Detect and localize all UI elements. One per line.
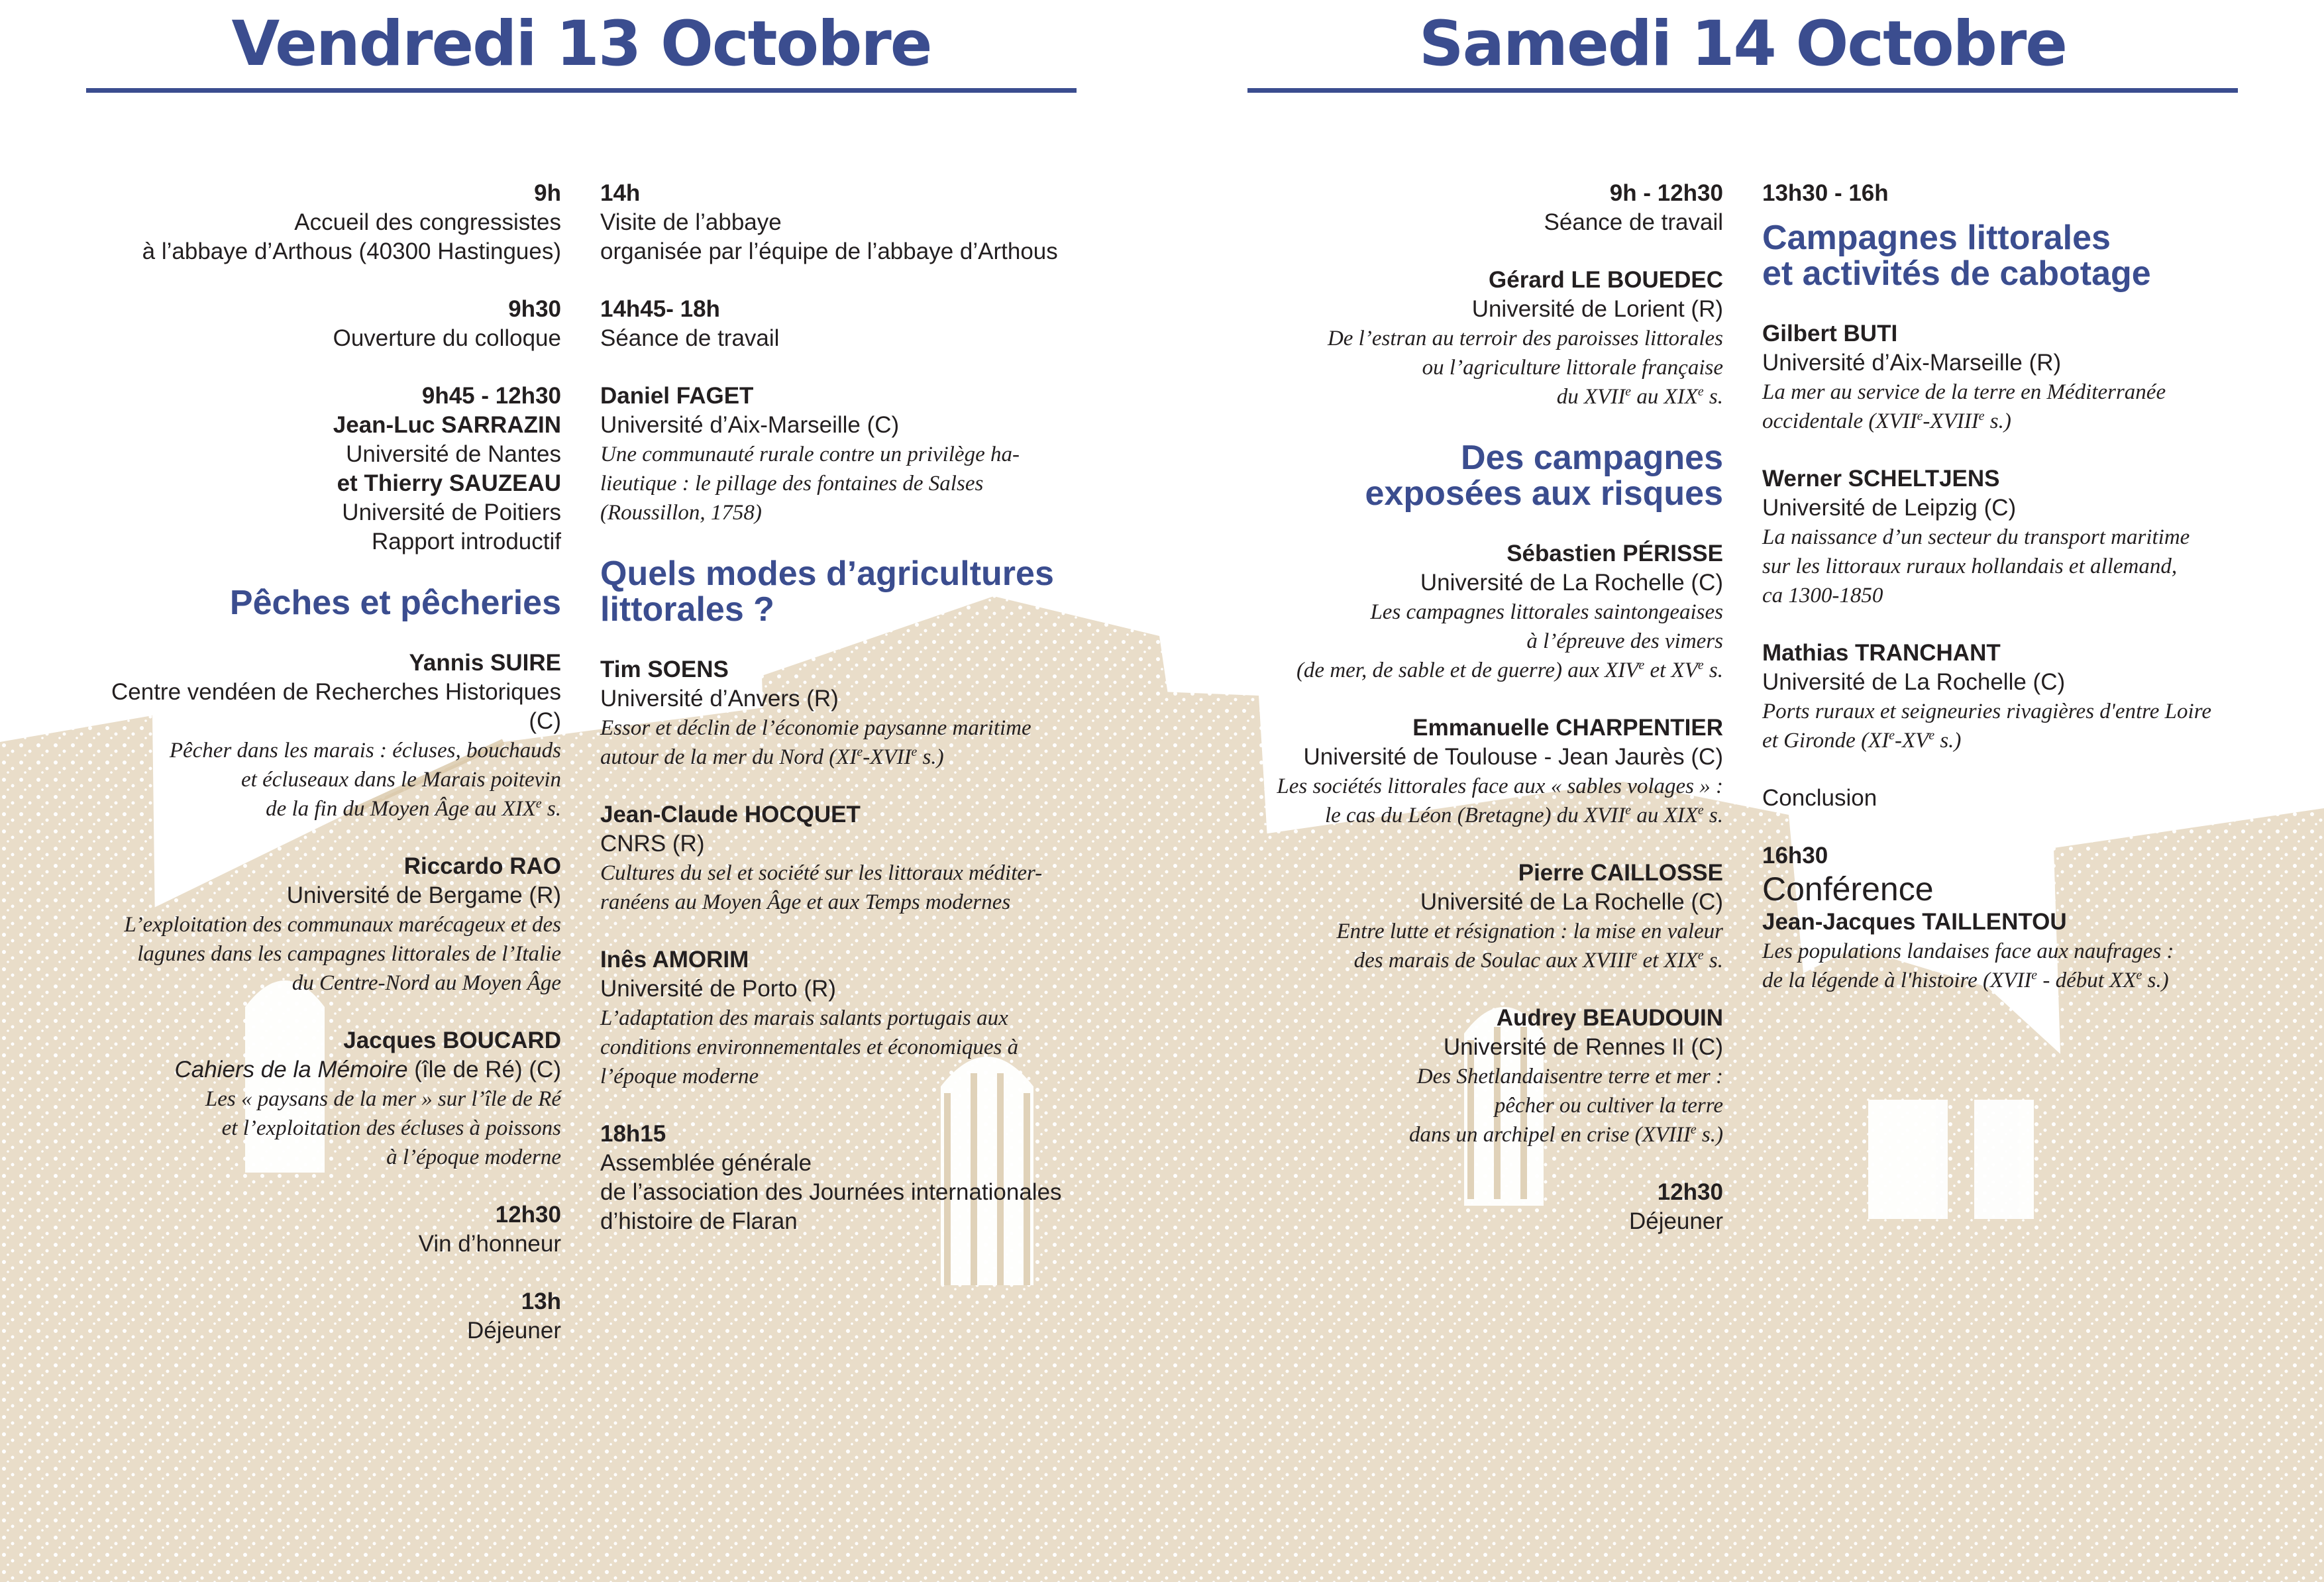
talk-block — [600, 655, 1062, 772]
talk-title: et écluseaux dans le Marais poitevin — [241, 768, 561, 792]
talk-block — [1762, 464, 2211, 610]
speaker-affiliation: Université d’Anvers (R) — [600, 686, 839, 712]
talk-title: des marais de Soulac aux XVIIIe et XIXe s. — [1353, 948, 1723, 973]
talk-title: La mer au service de la terre en Méditerranée — [1762, 380, 2166, 404]
talk-title: du XVIIe au XIXe s. — [1556, 384, 1723, 409]
speaker-name: Werner SCHELTJENS — [1762, 466, 2000, 492]
saturday-morning-column — [1277, 179, 1723, 1265]
speaker-name: Tim SOENS — [600, 657, 729, 682]
saturday-afternoon-column — [1762, 179, 2211, 1024]
section-heading: Pêches et pêcheries — [229, 584, 561, 622]
talk-block — [1277, 713, 1723, 830]
speaker-name: Gilbert BUTI — [1762, 321, 1898, 346]
time-label: 9h — [534, 180, 561, 206]
event-text: Déjeuner — [1628, 1208, 1723, 1234]
talk-block — [1762, 639, 2211, 755]
speaker-affiliation: Université de Nantes — [346, 441, 561, 467]
time-label: 13h30 - 16h — [1762, 180, 1889, 206]
friday-title: Vendredi 13 Octobre — [231, 8, 931, 80]
talk-title: La naissance d’un secteur du transport maritime — [1762, 525, 2190, 549]
saturday-title-underline — [1247, 88, 2238, 93]
speaker-affiliation: Université de La Rochelle (C) — [1762, 669, 2066, 695]
friday-session-block — [600, 295, 1062, 353]
talk-title: L’adaptation des marais salants portugais aux — [600, 1006, 1008, 1030]
talk-title: De l’estran au terroir des paroisses littorales — [1327, 327, 1723, 350]
speaker-affiliation: Université de Lorient (R) — [1471, 296, 1723, 322]
event-text: de l’association des Journées internationales — [600, 1179, 1062, 1205]
speaker-affiliation: Université de Toulouse - Jean Jaurès (C) — [1303, 744, 1723, 770]
talk-block — [1277, 539, 1723, 685]
friday-visit-block — [600, 179, 1062, 266]
speaker-affiliation: CNRS (R) — [600, 831, 705, 857]
speaker-affiliation: Université de Bergame (R) — [286, 882, 561, 908]
speaker-name: Gérard LE BOUEDEC — [1489, 267, 1723, 293]
event-text: à l’abbaye d’Arthous (40300 Hastingues) — [142, 238, 561, 264]
talk-title: et Gironde (XIe-XVe s.) — [1762, 728, 1962, 753]
talk-block — [600, 382, 1062, 527]
event-text: Visite de l’abbaye — [600, 209, 782, 235]
friday-title-underline — [86, 88, 1077, 93]
talk-title: et l’exploitation des écluses à poissons — [221, 1116, 561, 1140]
event-text: Déjeuner — [466, 1318, 561, 1344]
speaker-name: Mathias TRANCHANT — [1762, 640, 2001, 666]
talk-title: à l’époque moderne — [386, 1145, 561, 1169]
speaker-affiliation: Université de Leipzig (C) — [1762, 495, 2017, 521]
friday-general-assembly-block — [600, 1120, 1062, 1236]
talk-title: sur les littoraux ruraux hollandais et allemand, — [1762, 554, 2178, 578]
talk-block — [111, 649, 561, 823]
talk-title: Une communauté rurale contre un privilège ha- — [600, 443, 1020, 466]
talk-title: dans un archipel en crise (XVIIIe s.) — [1408, 1122, 1723, 1147]
speaker-name: Jean-Jacques TAILLENTOU — [1762, 909, 2067, 935]
friday-welcome-block — [111, 179, 561, 266]
talk-title: ca 1300-1850 — [1762, 584, 1883, 607]
talk-title: lieutique : le pillage des fontaines de Salses — [600, 472, 984, 496]
talk-title: occidentale (XVIIe-XVIIIe s.) — [1762, 409, 2011, 433]
talk-title: de la légende à l'histoire (XVIIe - début XXe s.) — [1762, 968, 2169, 992]
friday-morning-column — [111, 179, 561, 1374]
speaker-affiliation: Université de La Rochelle (C) — [1420, 570, 1723, 596]
conference-block — [1762, 841, 2211, 995]
talk-title: Pêcher dans les marais : écluses, bouchauds — [169, 739, 561, 763]
event-text: Accueil des congressistes — [294, 209, 561, 235]
time-label: 12h30 — [1657, 1179, 1723, 1205]
event-text: Ouverture du colloque — [333, 325, 561, 351]
event-text: Vin d’honneur — [418, 1231, 561, 1257]
event-text: Séance de travail — [600, 325, 780, 351]
friday-opening-block — [111, 295, 561, 353]
speaker-affiliation: Université de Porto (R) — [600, 976, 836, 1002]
time-label: 9h30 — [508, 296, 561, 322]
talk-title: à l’épreuve des vimers — [1526, 629, 1723, 653]
friday-afternoon-column — [600, 179, 1062, 1265]
talk-title: Des Shetlandaisentre terre et mer : — [1416, 1065, 1723, 1088]
talk-title: pêcher ou cultiver la terre — [1494, 1094, 1723, 1118]
time-label: 14h — [600, 180, 641, 206]
speaker-name: Audrey BEAUDOUIN — [1496, 1005, 1723, 1031]
talk-block — [600, 945, 1062, 1091]
talk-title: Ports ruraux et seigneuries rivagières d'entre Loire — [1762, 700, 2211, 723]
conference-heading: Conférence — [1762, 870, 1934, 908]
speaker-affiliation: Université de Rennes II (C) — [1443, 1034, 1723, 1060]
speaker-affiliation: (C) — [529, 708, 561, 734]
friday-lunch-block — [111, 1287, 561, 1345]
event-text: Conclusion — [1762, 785, 1877, 811]
talk-block — [111, 852, 561, 998]
talk-title: l’époque moderne — [600, 1065, 759, 1088]
speaker-name: Inês AMORIM — [600, 947, 749, 973]
talk-title: du Centre-Nord au Moyen Âge — [291, 971, 561, 995]
time-label: 16h30 — [1762, 843, 1828, 869]
speaker-affiliation: Université d’Aix-Marseille (C) — [600, 412, 900, 438]
friday-reception-block — [111, 1200, 561, 1259]
talk-title: (de mer, de sable et de guerre) aux XIVe et XVe s. — [1296, 658, 1723, 682]
talk-title: conditions environnementales et économiques à — [600, 1035, 1019, 1059]
event-text: Assemblée générale — [600, 1150, 812, 1176]
talk-title: le cas du Léon (Bretagne) du XVIIe au XIXe s. — [1324, 803, 1723, 827]
speaker-name: Jacques BOUCARD — [343, 1028, 561, 1053]
event-text: organisée par l’équipe de l’abbaye d’Arthous — [600, 238, 1058, 264]
talk-title: Les campagnes littorales saintongeaises — [1370, 600, 1723, 624]
talk-title: ou l’agriculture littorale française — [1422, 356, 1723, 380]
saturday-title: Samedi 14 Octobre — [1418, 8, 2067, 80]
speaker-affiliation: Cahiers de la Mémoire (île de Ré) (C) — [174, 1057, 561, 1082]
saturday-afternoon-time-block — [1762, 179, 2211, 208]
talk-title: Les sociétés littorales face aux « sables volages » : — [1277, 774, 1723, 798]
talk-block — [1277, 1004, 1723, 1149]
speaker-affiliation: Université de La Rochelle (C) — [1420, 889, 1723, 915]
talk-block — [1277, 266, 1723, 411]
time-label: 13h — [521, 1289, 561, 1314]
time-label: 14h45- 18h — [600, 296, 720, 322]
time-label: 18h15 — [600, 1121, 666, 1147]
conclusion-block — [1762, 784, 2211, 813]
speaker-name: Riccardo RAO — [403, 853, 561, 879]
talk-title: ranéens au Moyen Âge et aux Temps modernes — [600, 890, 1011, 914]
event-text: Séance de travail — [1544, 209, 1723, 235]
speaker-name: Yannis SUIRE — [409, 650, 561, 676]
event-text: Rapport introductif — [372, 529, 561, 554]
speaker-name: Sébastien PÉRISSE — [1506, 541, 1723, 566]
talk-title: Essor et déclin de l’économie paysanne maritime — [600, 716, 1031, 740]
time-label: 12h30 — [495, 1202, 561, 1228]
talk-title: L’exploitation des communaux marécageux et des — [124, 913, 561, 937]
section-heading: Campagnes littorales et activités de cabotage — [1762, 219, 2151, 293]
time-label: 9h45 - 12h30 — [421, 383, 561, 409]
saturday-lunch-block — [1277, 1178, 1723, 1236]
section-heading: Des campagnes exposées aux risques — [1365, 439, 1723, 513]
section-heading: Quels modes d’agricultures littorales ? — [600, 554, 1054, 629]
speaker-affiliation: Université d’Aix-Marseille (R) — [1762, 350, 2062, 376]
talk-block — [111, 1026, 561, 1172]
talk-title: de la fin du Moyen Âge au XIXe s. — [266, 796, 561, 821]
speaker-name: Jean-Luc SARRAZIN — [333, 412, 561, 438]
friday-intro-report-block — [111, 382, 561, 556]
speaker-name: Daniel FAGET — [600, 383, 754, 409]
talk-block — [1277, 859, 1723, 975]
talk-title: Les « paysans de la mer » sur l’île de Ré — [205, 1087, 561, 1111]
speaker-affiliation: Université de Poitiers — [342, 500, 561, 525]
talk-title: Entre lutte et résignation : la mise en valeur — [1336, 920, 1723, 943]
speaker-affiliation: Centre vendéen de Recherches Historiques — [111, 679, 561, 705]
event-text: d’histoire de Flaran — [600, 1208, 798, 1234]
speaker-name: et Thierry SAUZEAU — [337, 470, 561, 496]
speaker-name: Pierre CAILLOSSE — [1518, 860, 1723, 886]
speaker-name: Jean-Claude HOCQUET — [600, 802, 861, 827]
saturday-session-block — [1277, 179, 1723, 237]
talk-title: lagunes dans les campagnes littorales de l’Italie — [137, 942, 561, 966]
time-label: 9h - 12h30 — [1609, 180, 1723, 206]
talk-block — [600, 800, 1062, 917]
talk-title: Cultures du sel et société sur les littoraux méditer- — [600, 861, 1043, 885]
talk-block — [1762, 319, 2211, 436]
talk-title: (Roussillon, 1758) — [600, 501, 762, 525]
speaker-name: Emmanuelle CHARPENTIER — [1412, 715, 1723, 741]
talk-title: autour de la mer du Nord (XIe-XVIIe s.) — [600, 745, 944, 769]
talk-title: Les populations landaises face aux naufrages : — [1762, 939, 2174, 963]
